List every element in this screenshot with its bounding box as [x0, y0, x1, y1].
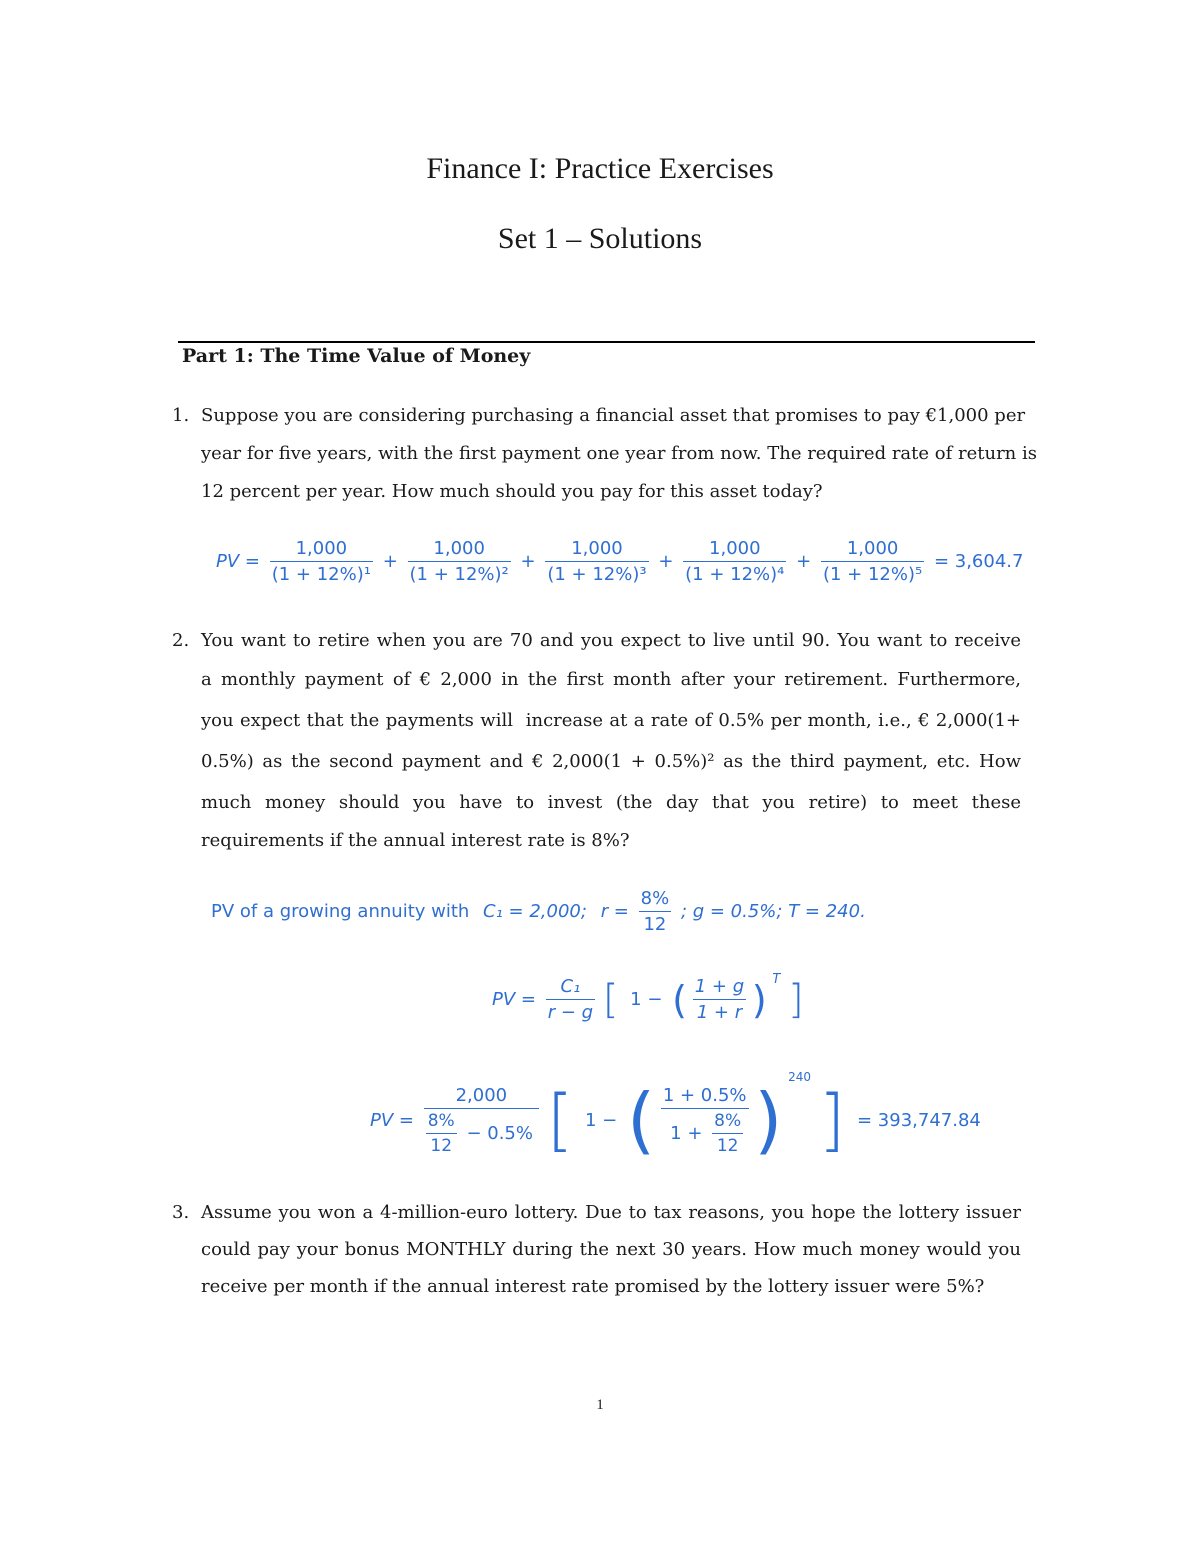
question-2-line-5: much money should you have to invest (the day that you retire) to meet these [201, 792, 1021, 813]
growing-annuity-formula: PV = $\frac{\text{C₁}}{r - g}$ [ 1 − ( $\frac{1 + g}{1 + r}$ ) T ] [492, 972, 804, 1023]
question-3-line-3: receive per month if the annual interest rate promised by the lottery issuer were 5%? [201, 1276, 985, 1297]
term-5: $\frac{1,000}{\text{(1 + 12\%)⁵}}$ [822, 538, 923, 585]
page-number: 1 [596, 1397, 604, 1413]
question-1-number: 1. [172, 405, 190, 426]
question-3-line-2: could pay your bonus MONTHLY during the next 30 years. How much money would you [201, 1239, 1021, 1260]
term-1: $\frac{1,000}{\text{(1 + 12\%)¹}}$ [271, 538, 371, 585]
question-2-line-6: requirements if the annual interest rate is 8%? [201, 830, 630, 851]
question-2-number: 2. [172, 630, 190, 651]
question-2-line-4: 0.5%) as the second payment and € 2,000(1 + 0.5%)² as the third payment, etc. How [201, 751, 1021, 772]
solution-1-formula: PV = $\frac{1,000}{\text{(1 + 12\%)¹}}$ + $\frac{1,000}{\text{(1 + 12\%)²}}$ + $\frac{1,000}{\text{(1 + 12\%)³}}$ + $\frac{1,000}{\text{(1 + 12\%)⁴}}$ + $\frac{1,000}{\text{(1 + 12\%)⁵}}$ = 3,604.7 [216, 538, 1024, 585]
term-2: $\frac{1,000}{\text{(1 + 12\%)²}}$ [409, 538, 509, 585]
solution-2-result: = 393,747.84 [857, 1109, 981, 1131]
question-3-number: 3. [172, 1202, 190, 1223]
question-2-line-1: You want to retire when you are 70 and you expect to live until 90. You want to receive [201, 630, 1021, 651]
part-heading: Part 1: The Time Value of Money [182, 345, 531, 367]
page-title: Finance I: Practice Exercises [426, 152, 774, 185]
section-divider [178, 341, 1035, 343]
term-3: $\frac{1,000}{\text{(1 + 12\%)³}}$ [547, 538, 647, 585]
question-1-line-1: Suppose you are considering purchasing a financial asset that promises to pay €1,000 per [201, 405, 1026, 426]
question-2-line-3: you expect that the payments will increase at a rate of 0.5% per month, i.e., € 2,000(1+ [201, 710, 1021, 731]
computed-pv-formula: PV = 2,000 $\frac{8\%}{12}$ − 0.5% [ 1 − ( 1 + 0.5% 1 + $\frac{8\%}{12}$ ) 240 ] = 393,747.84 [370, 1070, 981, 1162]
solution-2-intro: PV of a growing annuity with C₁ = 2,000; r = $\frac{8\%}{12}$ ; g = 0.5%; T = 240. [211, 888, 866, 935]
page-subtitle: Set 1 – Solutions [497, 222, 703, 255]
question-2-line-2: a monthly payment of € 2,000 in the first month after your retirement. Furthermore, [201, 669, 1021, 690]
question-1-line-3: 12 percent per year. How much should you pay for this asset today? [201, 481, 823, 502]
term-4: $\frac{1,000}{\text{(1 + 12\%)⁴}}$ [685, 538, 785, 585]
question-3-line-1: Assume you won a 4-million-euro lottery. Due to tax reasons, you hope the lottery issuer [201, 1202, 1021, 1223]
solution-1-result: = 3,604.7 [933, 551, 1024, 572]
pv-label: PV = [216, 551, 260, 572]
question-1-line-2: year for five years, with the first payment one year from now. The required rate of return is [201, 443, 1037, 464]
